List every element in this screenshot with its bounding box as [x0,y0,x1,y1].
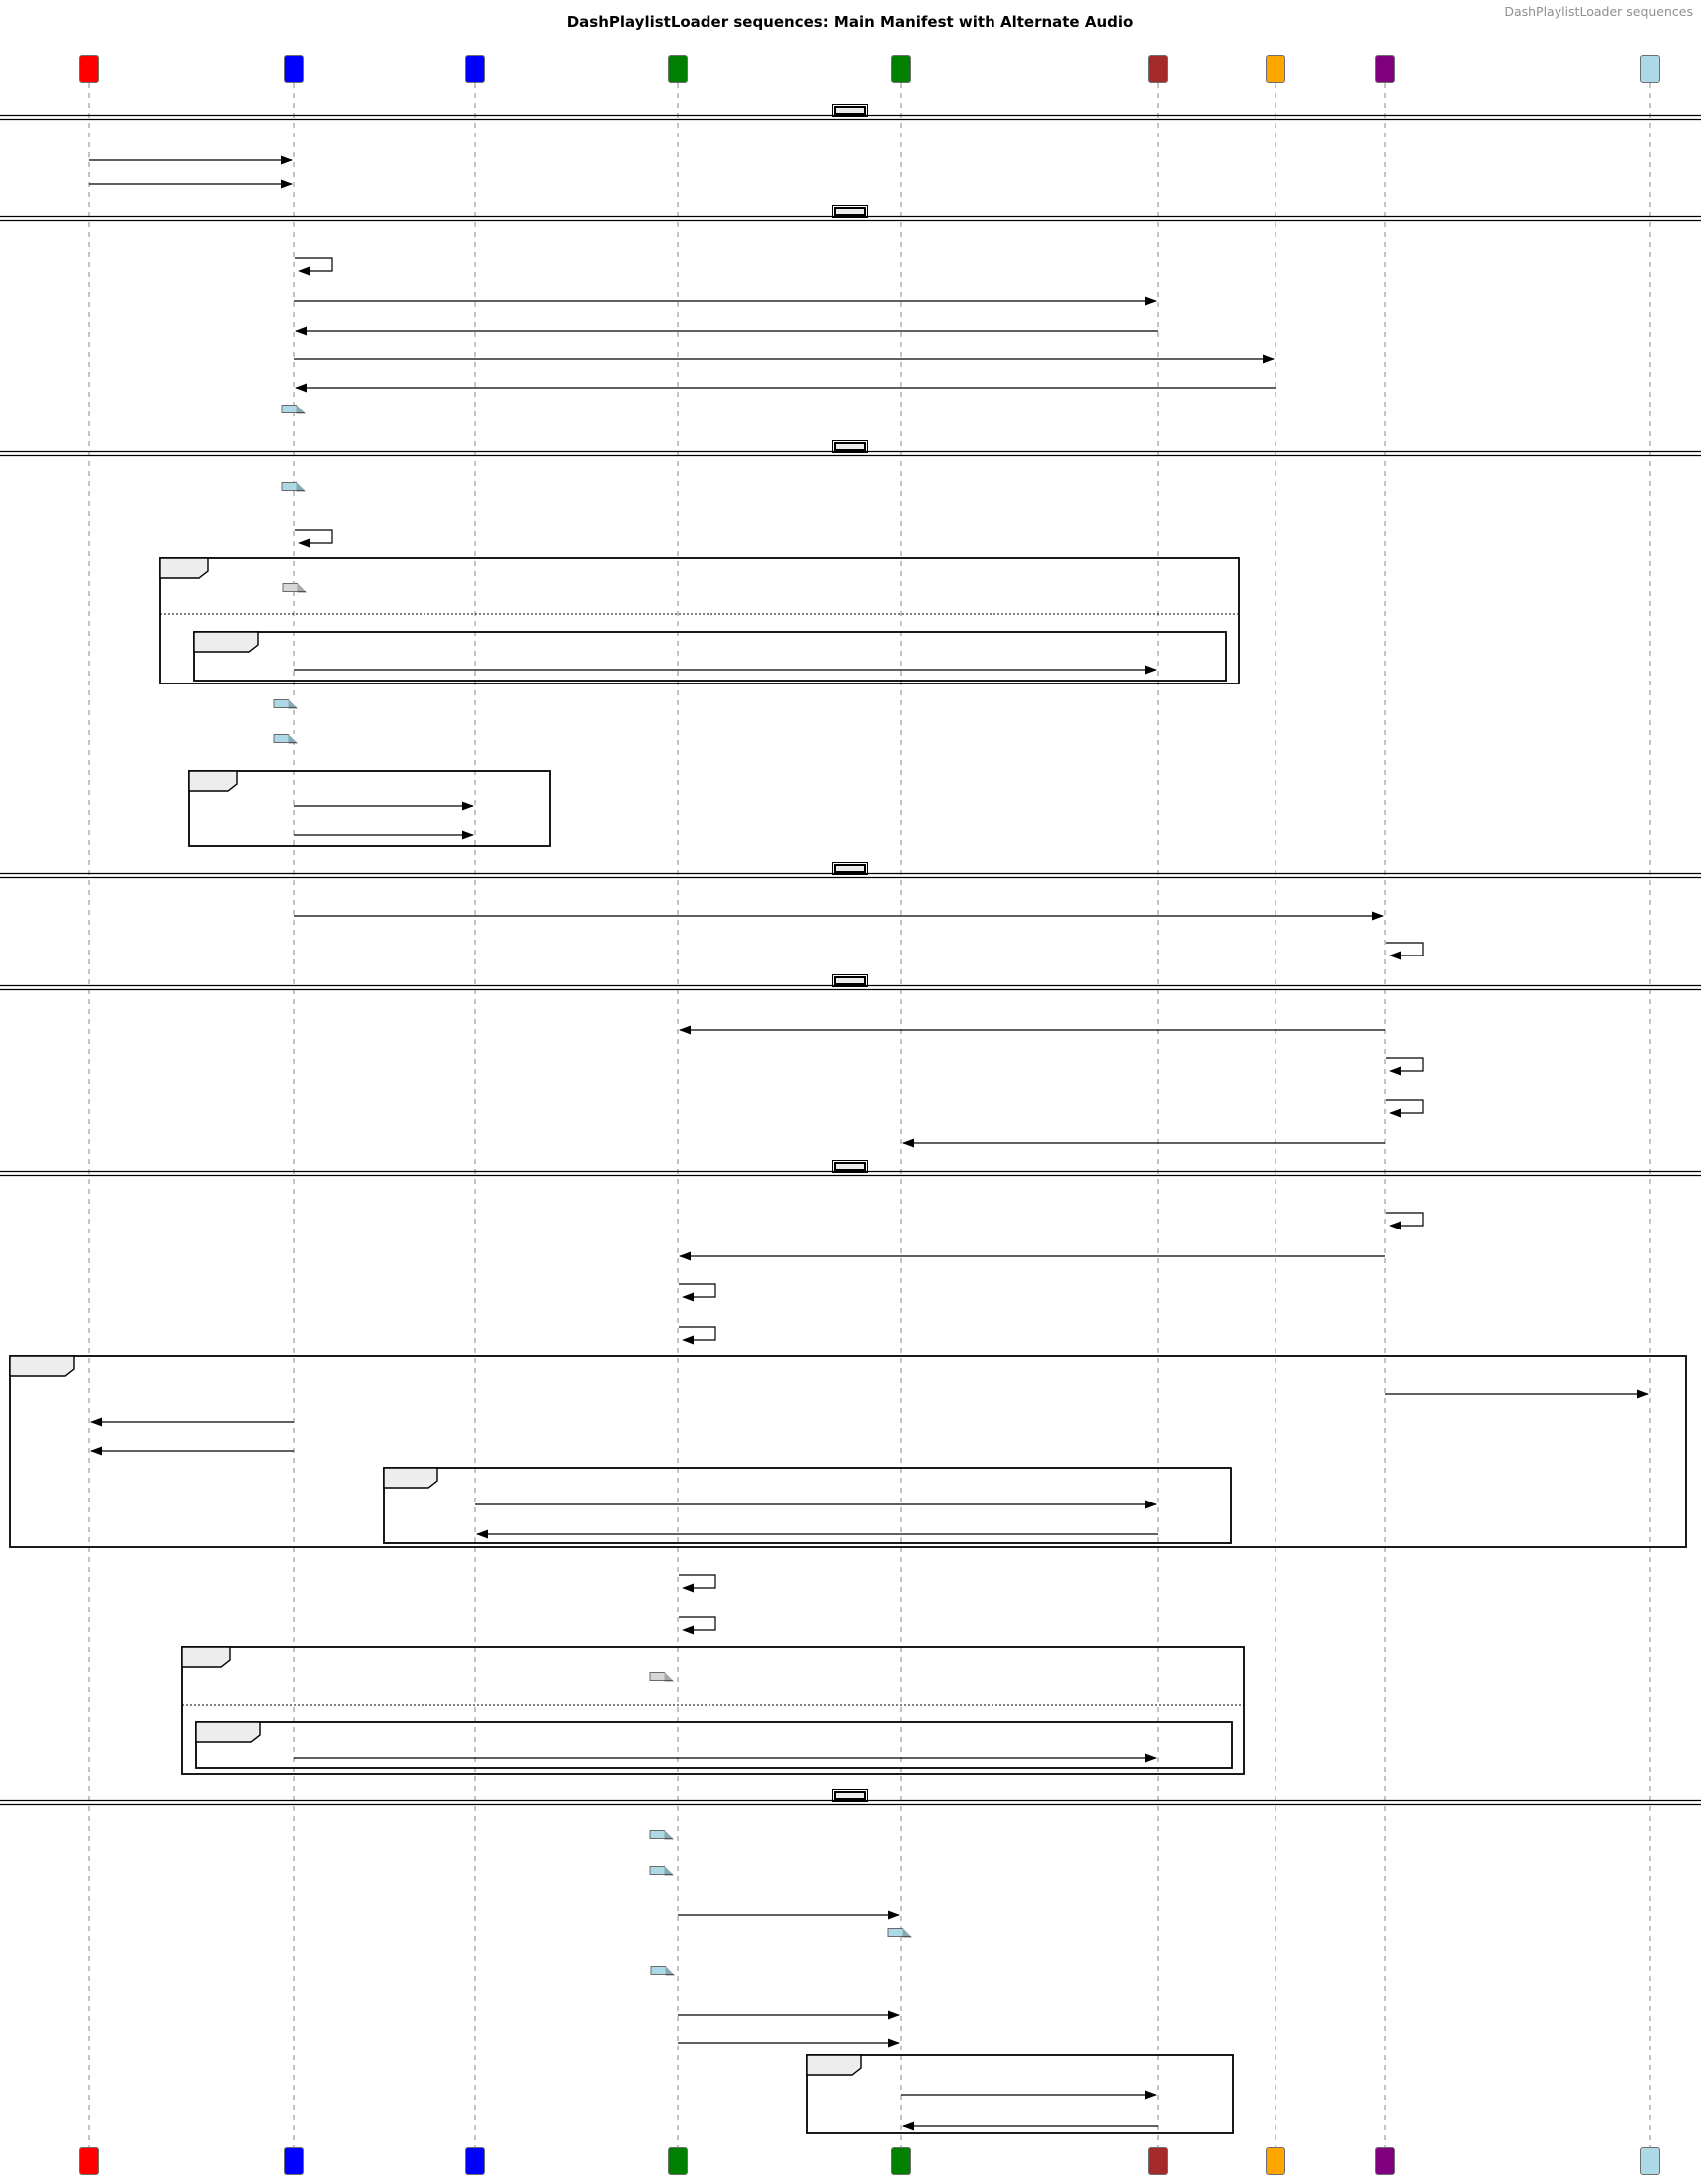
arrowhead [298,539,310,548]
arrowhead [295,327,307,336]
note [888,1928,913,1937]
note-fold-corner [297,482,307,492]
arrowhead [902,2122,914,2131]
arrowhead [1389,1109,1401,1118]
frame-tab [160,558,208,578]
note [650,1672,675,1681]
frame-alt [182,1647,1244,1774]
arrowhead [476,1530,488,1539]
section-divider-label [834,106,866,115]
note [282,405,307,413]
note-fold-corner [666,1966,676,1976]
arrowhead [462,802,474,811]
arrowhead [1145,297,1157,306]
note-fold-corner [298,583,308,593]
participant-top-mpdParser [1266,55,1285,83]
arrowhead [1145,1501,1157,1509]
arrowhead [1145,2091,1157,2100]
note [650,1830,675,1839]
arrowhead [888,1911,900,1920]
arrowhead [298,267,310,276]
participant-bottom-MainDashPlaylistLoader [284,2147,304,2175]
participant-bottom-audioSegmentLoader [891,2147,911,2175]
frame-tab [384,1468,437,1488]
frame-loop [807,2055,1233,2133]
section-divider-label [834,1162,866,1171]
frame-tab [10,1356,74,1376]
arrowhead [902,1139,914,1148]
arrowhead [90,1447,102,1456]
note [651,1966,676,1975]
self-message-line [1386,1100,1423,1113]
note-fold-corner [665,1830,675,1840]
participant-top-mediaGroups [1375,55,1395,83]
note-fold-corner [297,405,307,414]
arrowhead [281,180,293,189]
frame-break [196,1722,1232,1768]
participant-bottom-mpdParser [1266,2147,1285,2175]
participant-bottom-PlaylistController [79,2147,99,2175]
arrowhead [888,2011,900,2020]
participant-top-external-server [1148,55,1168,83]
participant-top-Tech [1640,55,1660,83]
frame-break [10,1356,1686,1547]
self-message-line [295,258,332,271]
note-fold-corner [665,1866,675,1876]
arrowhead [682,1626,694,1635]
note-fold-corner [289,699,299,709]
arrowhead [888,2039,900,2048]
arrowhead [1637,1390,1649,1399]
frame-tab [194,632,258,652]
self-message-line [679,1575,715,1588]
participant-bottom-Tech [1640,2147,1660,2175]
self-message-line [679,1617,715,1630]
arrowhead [90,1418,102,1427]
note [650,1866,675,1875]
participant-bottom-mediaGroups [1375,2147,1395,2175]
self-message-line [679,1284,715,1297]
arrowhead [1145,666,1157,675]
arrowhead [1389,952,1401,960]
note [282,482,307,491]
section-divider-label [834,976,866,985]
arrowhead [1263,355,1275,364]
participant-bottom-external-server [1148,2147,1168,2175]
frame-tab [182,1647,230,1667]
participant-top-MainDashPlaylistLoader [284,55,304,83]
arrowhead [281,156,293,165]
self-message-line [295,530,332,543]
note-fold-corner [665,1672,675,1682]
arrowhead [1372,912,1384,921]
diagram-title: DashPlaylistLoader sequences: Main Manifest with Alternate Audio [566,13,1134,31]
page-corner-label: DashPlaylistLoader sequences [1504,4,1693,19]
section-divider-label [834,864,866,873]
arrowhead [682,1584,694,1593]
participant-top-audioSegmentLoader [891,55,911,83]
participant-top-PlaylistController [79,55,99,83]
self-message-line [1386,943,1423,956]
frame-break [194,632,1226,681]
arrowhead [679,1026,691,1035]
participant-bottom-AudioDashPlaylistLoader [668,2147,688,2175]
note [283,583,308,592]
arrowhead [682,1293,694,1302]
arrowhead [1389,1067,1401,1076]
section-divider-label [834,442,866,451]
participant-top-AudioDashPlaylistLoader [668,55,688,83]
participant-bottom-mainSegmentLoader [465,2147,485,2175]
frame-tab [807,2055,861,2075]
arrowhead [295,384,307,393]
self-message-line [679,1327,715,1340]
self-message-line [1386,1058,1423,1071]
frame-loop [384,1468,1231,1543]
note [274,699,299,708]
note-fold-corner [903,1928,913,1938]
frame-alt [160,558,1239,683]
arrowhead [682,1336,694,1345]
note [274,734,299,743]
self-message-line [1386,1213,1423,1226]
participant-top-mainSegmentLoader [465,55,485,83]
arrowhead [462,831,474,840]
frame-tab [189,771,237,791]
arrowhead [679,1252,691,1261]
section-divider-label [834,1791,866,1800]
frame-tab [196,1722,260,1742]
arrowhead [1389,1222,1401,1230]
arrowhead [1145,1754,1157,1763]
note-fold-corner [289,734,299,744]
section-divider-label [834,207,866,216]
